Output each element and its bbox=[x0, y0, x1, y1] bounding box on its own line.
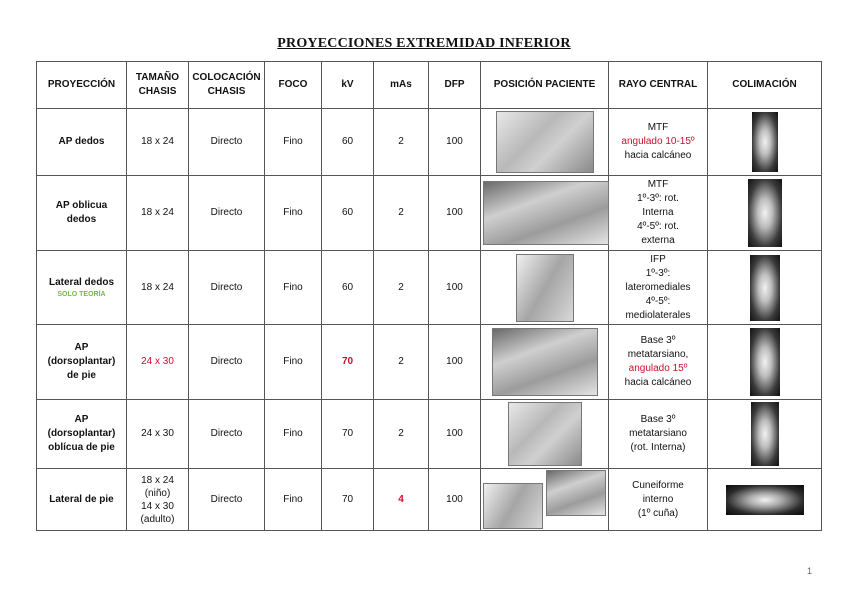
colocacion-cell: Directo bbox=[189, 469, 265, 531]
tamano-cell: 18 x 24 bbox=[127, 109, 189, 176]
patient-position-photo bbox=[483, 181, 609, 245]
patient-position-photo bbox=[496, 111, 594, 173]
rayo-cell: Cuneiforme interno (1º cuña) bbox=[609, 469, 708, 531]
header-tamano: TAMAÑO CHASIS bbox=[127, 62, 189, 109]
rayo-cell: Base 3º metatarsiano (rot. Interna) bbox=[609, 400, 708, 469]
proyeccion-cell: Lateral dedos SOLO TEORÍA bbox=[37, 251, 127, 325]
mas-cell: 2 bbox=[374, 109, 429, 176]
colocacion-cell: Directo bbox=[189, 251, 265, 325]
header-row bbox=[37, 62, 822, 109]
patient-position-photo bbox=[483, 483, 543, 529]
posicion-cell bbox=[481, 325, 609, 400]
colocacion-cell: Directo bbox=[189, 176, 265, 251]
collimation-xray-image bbox=[751, 402, 779, 466]
header-colimacion: COLIMACIÓN bbox=[708, 62, 822, 109]
patient-position-photo bbox=[492, 328, 598, 396]
kv-cell: 70 bbox=[322, 325, 374, 400]
foco-cell: Fino bbox=[265, 176, 322, 251]
colocacion-cell: Directo bbox=[189, 325, 265, 400]
dfp-cell: 100 bbox=[429, 469, 481, 531]
table-row bbox=[37, 109, 822, 176]
foco-cell: Fino bbox=[265, 469, 322, 531]
dfp-cell: 100 bbox=[429, 400, 481, 469]
proyeccion-cell: AP (dorsoplantar) de pie bbox=[37, 325, 127, 400]
tamano-cell: 18 x 24 (niño) 14 x 30 (adulto) bbox=[127, 469, 189, 531]
header-mas: mAs bbox=[374, 62, 429, 109]
colimacion-cell bbox=[708, 176, 822, 251]
rayo-cell: MTF angulado 10-15º hacia calcáneo bbox=[609, 109, 708, 176]
patient-position-photo bbox=[546, 470, 606, 516]
kv-cell: 70 bbox=[322, 469, 374, 531]
foco-cell: Fino bbox=[265, 325, 322, 400]
colimacion-cell bbox=[708, 109, 822, 176]
tamano-cell: 24 x 30 bbox=[127, 400, 189, 469]
kv-cell: 60 bbox=[322, 176, 374, 251]
mas-cell: 2 bbox=[374, 400, 429, 469]
mas-cell: 4 bbox=[374, 469, 429, 531]
dfp-cell: 100 bbox=[429, 109, 481, 176]
proyeccion-cell: AP oblicua dedos bbox=[37, 176, 127, 251]
posicion-cell bbox=[481, 109, 609, 176]
header-dfp: DFP bbox=[429, 62, 481, 109]
colimacion-cell bbox=[708, 469, 822, 531]
colimacion-cell bbox=[708, 251, 822, 325]
posicion-cell bbox=[481, 176, 609, 251]
table-row bbox=[37, 400, 822, 469]
colimacion-cell bbox=[708, 325, 822, 400]
dfp-cell: 100 bbox=[429, 325, 481, 400]
header-foco: FOCO bbox=[265, 62, 322, 109]
tamano-cell: 18 x 24 bbox=[127, 176, 189, 251]
header-colocacion: COLOCACIÓN CHASIS bbox=[189, 62, 265, 109]
header-kv: kV bbox=[322, 62, 374, 109]
foco-cell: Fino bbox=[265, 400, 322, 469]
colocacion-cell: Directo bbox=[189, 400, 265, 469]
projections-table bbox=[36, 61, 822, 531]
header-proyeccion: PROYECCIÓN bbox=[37, 62, 127, 109]
dfp-cell: 100 bbox=[429, 176, 481, 251]
dfp-cell: 100 bbox=[429, 251, 481, 325]
table-row bbox=[37, 251, 822, 325]
posicion-cell bbox=[481, 400, 609, 469]
foco-cell: Fino bbox=[265, 109, 322, 176]
collimation-xray-image bbox=[750, 328, 780, 396]
tamano-cell: 24 x 30 bbox=[127, 325, 189, 400]
tamano-cell: 18 x 24 bbox=[127, 251, 189, 325]
rayo-cell: IFP 1º-3º: lateromediales 4º-5º: mediolaterales bbox=[609, 251, 708, 325]
header-rayo: RAYO CENTRAL bbox=[609, 62, 708, 109]
collimation-xray-image bbox=[750, 255, 780, 321]
mas-cell: 2 bbox=[374, 176, 429, 251]
kv-cell: 60 bbox=[322, 109, 374, 176]
page-number: 1 bbox=[806, 566, 812, 576]
mas-cell: 2 bbox=[374, 251, 429, 325]
colimacion-cell bbox=[708, 400, 822, 469]
proyeccion-cell: Lateral de pie bbox=[37, 469, 127, 531]
mas-cell: 2 bbox=[374, 325, 429, 400]
foco-cell: Fino bbox=[265, 251, 322, 325]
rayo-cell: Base 3º metatarsiano, angulado 15º hacia calcáneo bbox=[609, 325, 708, 400]
proyeccion-cell: AP dedos bbox=[37, 109, 127, 176]
patient-position-photo bbox=[508, 402, 582, 466]
kv-cell: 70 bbox=[322, 400, 374, 469]
collimation-xray-image bbox=[726, 485, 804, 515]
page-title: PROYECCIONES EXTREMIDAD INFERIOR bbox=[277, 36, 571, 51]
kv-cell: 60 bbox=[322, 251, 374, 325]
collimation-xray-image bbox=[748, 179, 782, 247]
posicion-cell bbox=[481, 251, 609, 325]
table-row bbox=[37, 469, 822, 531]
header-posicion: POSICIÓN PACIENTE bbox=[481, 62, 609, 109]
rayo-cell: MTF 1º-3º: rot. Interna 4º-5º: rot. externa bbox=[609, 176, 708, 251]
table-row bbox=[37, 176, 822, 251]
posicion-cell bbox=[481, 469, 609, 531]
colocacion-cell: Directo bbox=[189, 109, 265, 176]
collimation-xray-image bbox=[752, 112, 778, 172]
table-row bbox=[37, 325, 822, 400]
proyeccion-cell: AP (dorsoplantar) oblícua de pie bbox=[37, 400, 127, 469]
patient-position-photo bbox=[516, 254, 574, 322]
